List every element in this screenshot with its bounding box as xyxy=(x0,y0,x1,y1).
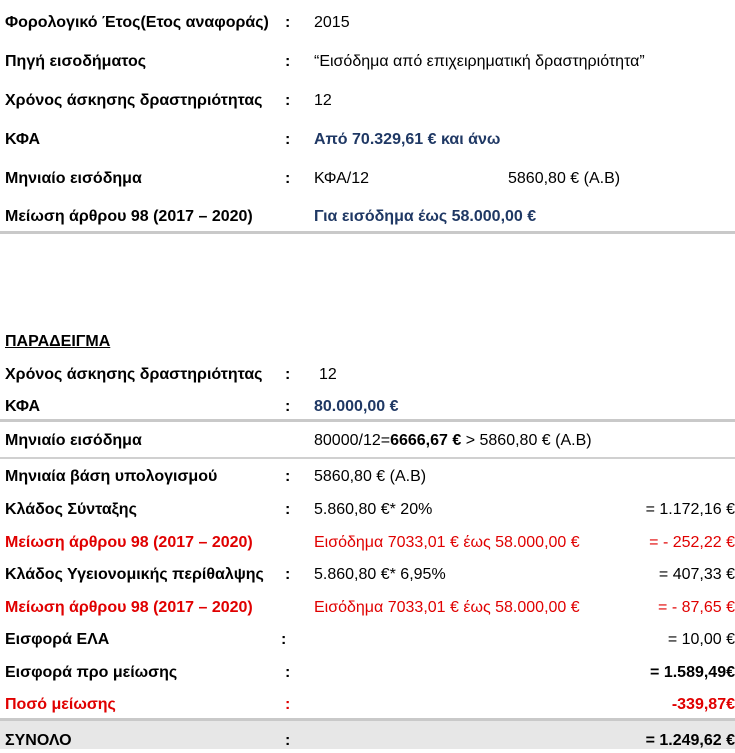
reduction-amount-label: Ποσό μείωσης xyxy=(5,696,116,713)
calc-base-value: 5860,80 € (Α.Β) xyxy=(314,468,427,485)
total-label: ΣΥΝΟΛΟ xyxy=(5,732,72,749)
ela-colon: : xyxy=(281,631,287,648)
ex-years-colon: : xyxy=(285,366,291,383)
income-source-value: “Εισόδημα από επιχειρηματική δραστηριότητα” xyxy=(314,53,645,70)
monthly-income-row xyxy=(0,167,735,191)
monthly-income-label: Μηνιαίο εισόδημα xyxy=(5,170,142,187)
ex-kfa-colon: : xyxy=(285,398,291,415)
income-source-label: Πηγή εισοδήματος xyxy=(5,53,147,70)
total-colon: : xyxy=(285,732,291,749)
monthly-income-value: ΚΦΑ/12 xyxy=(314,170,370,187)
pre-reduction-colon: : xyxy=(285,664,291,681)
ex-monthly-row xyxy=(0,429,735,453)
years-activity-value: 12 xyxy=(314,92,332,109)
health-label: Κλάδος Υγειονομικής περίθαλψης xyxy=(5,566,264,583)
pension-colon: : xyxy=(285,501,291,518)
reduction-row xyxy=(0,205,735,229)
years-activity-row xyxy=(0,89,735,113)
ela-row xyxy=(0,628,735,652)
pension-result: = 1.172,16 € xyxy=(645,501,735,518)
kfa-row xyxy=(0,128,735,152)
income-source-row xyxy=(0,50,735,74)
pension-row xyxy=(0,498,735,522)
ela-result: = 10,00 € xyxy=(667,631,735,648)
ex-monthly-value-post: > 5860,80 € (Α.Β) xyxy=(461,432,592,449)
ex-kfa-value: 80.000,00 € xyxy=(314,398,399,415)
tax-year-value: 2015 xyxy=(314,14,350,31)
health-result: = 407,33 € xyxy=(658,566,735,583)
pre-reduction-label: Εισφορά προ μείωσης xyxy=(5,664,178,681)
reduction-amount-row xyxy=(0,693,735,717)
reduction-label: Μείωση άρθρου 98 (2017 – 2020) xyxy=(5,208,253,225)
ela-label: Εισφορά ΕΛΑ xyxy=(5,631,110,648)
reduction-health-result: = - 87,65 € xyxy=(658,599,735,616)
kfa-label: ΚΦΑ xyxy=(5,131,41,148)
divider xyxy=(0,457,735,459)
ex-monthly-value-bold: 6666,67 € xyxy=(390,432,462,449)
total-result: = 1.249,62 € xyxy=(645,732,735,749)
ex-monthly-value-pre: 80000/12= xyxy=(314,432,391,449)
kfa-value: Από 70.329,61 € και άνω xyxy=(314,131,501,148)
divider xyxy=(0,419,735,422)
reduction-amount-result: -339,87€ xyxy=(671,696,735,713)
ex-monthly-value xyxy=(314,429,592,453)
monthly-income-base: 5860,80 € (Α.Β) xyxy=(508,170,621,187)
health-colon: : xyxy=(285,566,291,583)
reduction-pension-row xyxy=(0,531,735,555)
reduction-amount-colon: : xyxy=(285,696,291,713)
years-activity-label: Χρόνος άσκησης δραστηριότητας xyxy=(5,92,263,109)
health-row xyxy=(0,563,735,587)
kfa-colon: : xyxy=(285,131,291,148)
pension-value: 5.860,80 €* 20% xyxy=(314,501,433,518)
reduction-pension-label: Μείωση άρθρου 98 (2017 – 2020) xyxy=(5,534,253,551)
tax-year-label: Φορολογικό Έτος(Ετος αναφοράς) xyxy=(5,14,269,31)
tax-year-row xyxy=(0,11,735,35)
reduction-health-row xyxy=(0,596,735,620)
years-activity-colon: : xyxy=(285,92,291,109)
monthly-income-colon: : xyxy=(285,170,291,187)
reduction-health-value: Εισόδημα 7033,01 € έως 58.000,00 € xyxy=(314,599,580,616)
reduction-value: Για εισόδημα έως 58.000,00 € xyxy=(314,208,537,225)
pre-reduction-result: = 1.589,49€ xyxy=(650,664,735,681)
calc-base-colon: : xyxy=(285,468,291,485)
reduction-pension-value: Εισόδημα 7033,01 € έως 58.000,00 € xyxy=(314,534,580,551)
ex-kfa-row xyxy=(0,395,735,419)
ex-years-row xyxy=(0,363,735,387)
income-source-colon: : xyxy=(285,53,291,70)
ex-monthly-label: Μηνιαίο εισόδημα xyxy=(5,432,142,449)
reduction-pension-result: = - 252,22 € xyxy=(649,534,735,551)
health-value: 5.860,80 €* 6,95% xyxy=(314,566,446,583)
ex-kfa-label: ΚΦΑ xyxy=(5,398,41,415)
calc-base-label: Μηνιαία βάση υπολογισμού xyxy=(5,468,218,485)
ex-years-label: Χρόνος άσκησης δραστηριότητας xyxy=(5,366,263,383)
pension-label: Κλάδος Σύνταξης xyxy=(5,501,137,518)
reduction-health-label: Μείωση άρθρου 98 (2017 – 2020) xyxy=(5,599,253,616)
pre-reduction-row xyxy=(0,661,735,685)
calc-base-row xyxy=(0,465,735,489)
tax-year-colon: : xyxy=(285,14,291,31)
divider xyxy=(0,231,735,234)
total-row xyxy=(0,729,735,753)
example-title: ΠΑΡΑΔΕΙΓΜΑ xyxy=(5,333,111,350)
ex-years-value: 12 xyxy=(319,366,337,383)
